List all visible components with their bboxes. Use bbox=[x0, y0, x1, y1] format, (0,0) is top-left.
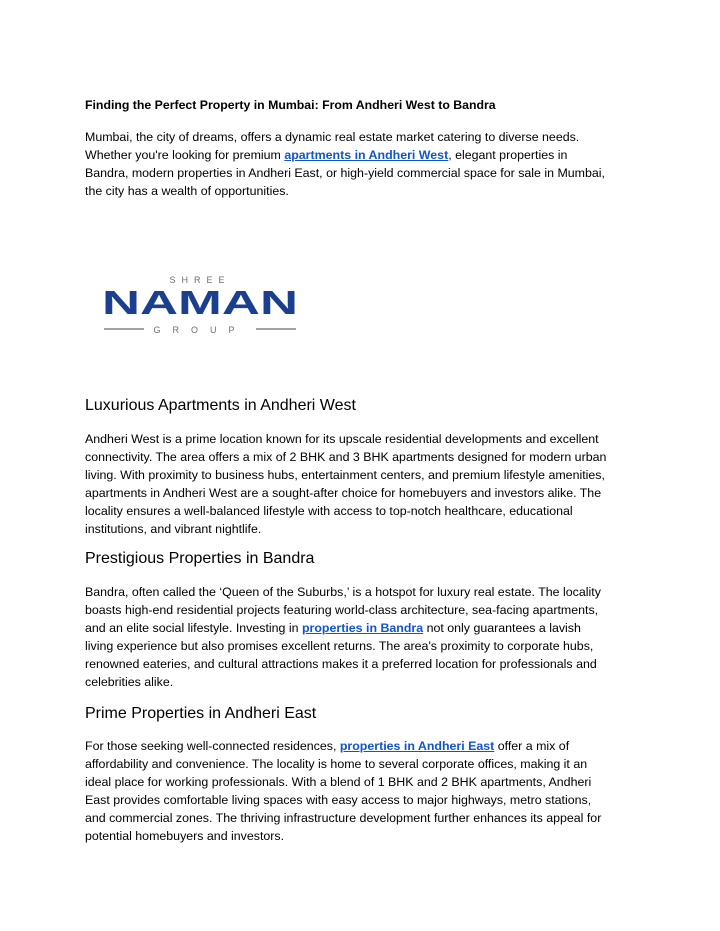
paragraph-text: not only guarantees a lavish bbox=[423, 621, 581, 636]
paragraph-line bbox=[85, 739, 569, 753]
intro-line: Bandra, modern properties in Andheri East, or high-yield commercial space for sale in Mumbai, bbox=[85, 166, 605, 181]
intro-line: Mumbai, the city of dreams, offers a dynamic real estate market catering to diverse needs. bbox=[85, 130, 580, 144]
paragraph-line: affordability and convenience. The locality is home to several corporate offices, making it an bbox=[85, 757, 588, 772]
intro-line: the city has a wealth of opportunities. bbox=[85, 184, 289, 199]
shree-naman-group-logo bbox=[100, 272, 300, 342]
logo-bottom-text: GROUP bbox=[153, 325, 247, 335]
properties-andheri-east-link[interactable]: properties in Andheri East bbox=[339, 739, 495, 753]
paragraph-text: For those seeking well-connected residences, bbox=[85, 739, 340, 753]
section-heading-andheri-east: Prime Properties in Andheri East bbox=[85, 705, 317, 722]
paragraph-line: connectivity. The area offers a mix of 2 BHK and 3 BHK apartments designed for modern urban bbox=[85, 450, 607, 465]
paragraph-line: potential homebuyers and investors. bbox=[85, 829, 285, 844]
section-heading-bandra: Prestigious Properties in Bandra bbox=[85, 550, 315, 567]
intro-text: , elegant properties in bbox=[448, 148, 568, 163]
section-paragraph-andheri-east bbox=[85, 737, 645, 846]
properties-bandra-link[interactable]: properties in Bandra bbox=[301, 621, 424, 636]
logo-main-text: NAMAN bbox=[102, 284, 298, 321]
paragraph-line: Bandra, often called the ‘Queen of the Suburbs,’ is a hotspot for luxury real estate. The locality bbox=[85, 585, 601, 599]
paragraph-line: institutions, and vibrant nightlife. bbox=[85, 522, 262, 537]
section-paragraph-bandra bbox=[85, 583, 645, 692]
paragraph-line: and commercial zones. The thriving infrastructure development further enhances its appeal for bbox=[85, 811, 602, 826]
paragraph-line: living. With proximity to business hubs, entertainment centers, and premium lifestyle amenities, bbox=[85, 468, 605, 483]
paragraph-text: offer a mix of bbox=[494, 739, 570, 753]
paragraph-line: apartments in Andheri West are a sought-after choice for homebuyers and investors alike. The bbox=[85, 486, 602, 501]
paragraph-line: celebrities alike. bbox=[85, 675, 174, 690]
section-paragraph-andheri-west bbox=[85, 430, 645, 539]
section-heading-andheri-west: Luxurious Apartments in Andheri West bbox=[85, 397, 356, 414]
paragraph-line: East provides comfortable living spaces with easy access to major highways, metro stations, bbox=[85, 793, 592, 808]
document-title: Finding the Perfect Property in Mumbai: From Andheri West to Bandra bbox=[85, 98, 496, 112]
intro-paragraph bbox=[85, 128, 645, 200]
logo-top-text: SHREE bbox=[169, 275, 231, 285]
paragraph-line: boasts high-end residential projects featuring world-class architecture, sea-facing apartments, bbox=[85, 603, 599, 618]
paragraph-line: locality ensures a well-balanced lifestyle with access to top-notch healthcare, educational bbox=[85, 504, 573, 519]
paragraph-line bbox=[85, 621, 581, 635]
paragraph-line: living experience but also promises excellent returns. The area's proximity to corporate hubs, bbox=[85, 639, 594, 654]
paragraph-line: ideal place for working professionals. With a blend of 1 BHK and 2 BHK apartments, Andheri bbox=[85, 775, 592, 790]
paragraph-line: renowned eateries, and cultural attractions makes it a preferred location for professionals and bbox=[85, 657, 597, 672]
intro-line bbox=[85, 148, 567, 162]
paragraph-text: and an elite social lifestyle. Investing in bbox=[85, 621, 302, 636]
intro-text: Whether you're looking for premium bbox=[85, 148, 285, 163]
paragraph-line: Andheri West is a prime location known for its upscale residential developments and excellent bbox=[85, 432, 599, 446]
apartments-andheri-west-link[interactable]: apartments in Andheri West bbox=[284, 148, 449, 163]
